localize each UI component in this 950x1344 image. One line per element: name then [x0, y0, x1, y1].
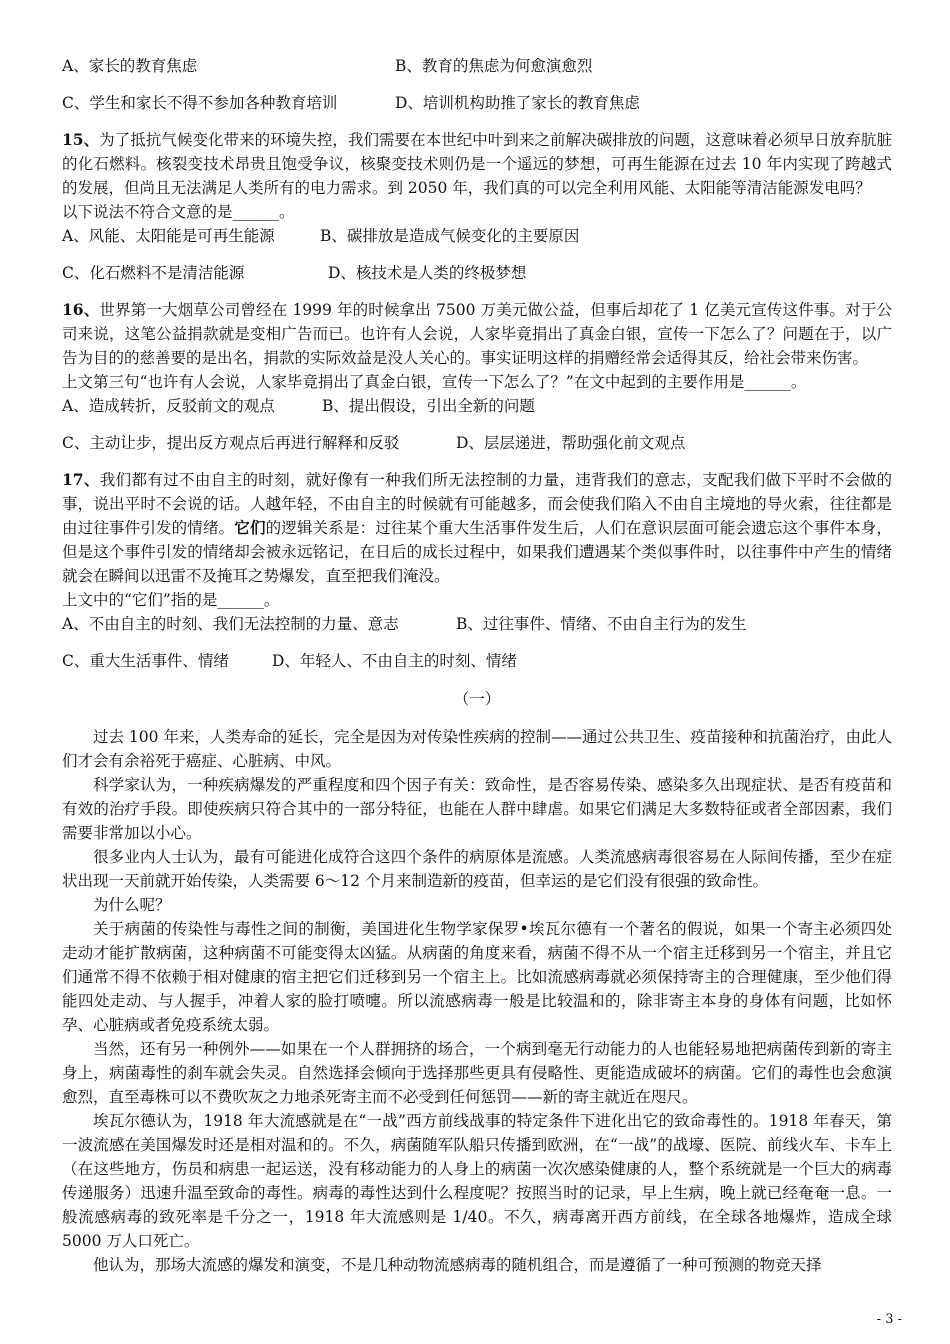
q17-text-after: 的逻辑关系是：过往某个重大生活事件发生后，人们在意识层面可能会遗忘这个事件本身，但是这个事件引发的情绪却会被永远铭记，在日后的成长过程中，如果我们遭遇某个类似事件时，以往事件中产生的情绪就会在瞬间以迅雷不及掩耳之势爆发，直至把我们淹没。: [62, 519, 892, 585]
q17-option-d: D、年轻人、不由自主的时刻、情绪: [272, 652, 517, 670]
q15-text: 为了抵抗气候变化带来的环境失控，我们需要在本世纪中叶到来之前解决碳排放的问题，这意味着必须早日放弃肮脏的化石燃料。核裂变技术昂贵且饱受争议，核聚变技术则仍是一个遥远的梦想，可再生能源在过去 10 年内实现了跨越式的发展，但尚且无法满足人类所有的电力需求。到 2050 年，我们真的可以完全利用风能、太阳能等清洁能源发电吗？: [62, 131, 892, 197]
q16-number: 16、: [62, 300, 100, 319]
q17-options-row-1: [62, 612, 892, 636]
q17-bold-word: 它们: [234, 518, 266, 537]
q15-option-c: C、化石燃料不是清洁能源: [62, 264, 245, 282]
q16-question: 上文第三句“也许有人会说，人家毕竟捐出了真金白银，宣传一下怎么了？”在文中起到的主要作用是______。: [62, 373, 807, 391]
q14-option-a: A、家长的教育焦虑: [62, 57, 198, 75]
q16-option-c: C、主动让步，提出反方观点后再进行解释和反驳: [62, 434, 400, 452]
question-15: [62, 128, 892, 285]
q15-option-a: A、风能、太阳能是可再生能源: [62, 227, 275, 245]
q17-number: 17、: [62, 470, 100, 489]
q14-options-row-1: [62, 54, 892, 78]
passage-paragraph: 当然，还有另一种例外——如果在一个人群拥挤的场合，一个病到毫无行动能力的人也能轻易地把病菌传到新的寄主身上，病菌毒性的刹车就会失灵。自然选择会倾向于选择那些更具有侵略性、更能造成破坏的病菌。它们的毒性也会愈演愈烈，直至毒株可以不费吹灰之力地杀死寄主而不必受到任何惩罚——新的寄主就近在咫尺。: [62, 1040, 892, 1106]
passage-paragraph: 埃瓦尔德认为，1918 年大流感就是在“一战”西方前线战事的特定条件下进化出它的致命毒性的。1918 年春天，第一波流感在美国爆发时还是相对温和的。不久，病菌随军队船只传播到欧洲，在“一战”的战壕、医院、前线火车、卡车上（在这些地方，伤员和病患一起运送，没有移动能力的人身上的病菌一次次感染健康的人，整个系统就是一个巨大的病毒传递服务）迅速升温至致命的毒性。病毒的毒性达到什么程度呢？按照当时的记录，早上生病，晚上就已经奄奄一息。一般流感病毒的致死率是千分之一，1918 年大流感则是 1/40。不久，病毒离开西方前线，在全球各地爆炸，造成全球 5000 万人口死亡。: [62, 1112, 892, 1250]
q15-option-b: B、碳排放是造成气候变化的主要原因: [320, 227, 580, 245]
q16-options-row-2: [62, 431, 892, 455]
q17-option-a: A、不由自主的时刻、我们无法控制的力量、意志: [62, 615, 399, 633]
q15-stem: [62, 128, 892, 200]
q16-text: 世界第一大烟草公司曾经在 1999 年的时候拿出 7500 万美元做公益，但事后却花了 1 亿美元宣传这件事。对于公司来说，这笔公益捐款就是变相广告而已。也许有人会说，人家毕竟捐出了真金白银，宣传一下怎么了？问题在于，以广告为目的的慈善要的是出名，捐款的实际效益是没人关心的。事实证明这样的捐赠经常会适得其反，给社会带来伤害。: [62, 301, 892, 367]
passage-paragraph: 他认为，那场大流感的爆发和演变，不是几种动物流感病毒的随机组合，而是遵循了一种可预测的物竞天择: [93, 1256, 822, 1274]
passage-paragraph: 科学家认为，一种疾病爆发的严重程度和四个因子有关：致命性，是否容易传染、感染多久出现症状、是否有疫苗和有效的治疗手段。即使疾病只符合其中的一部分特征，也能在人群中肆虐。如果它们满足大多数特征或者全部因素，我们需要非常加以小心。: [62, 776, 892, 842]
page-number: - 3 -: [876, 1312, 902, 1327]
q17-option-b: B、过往事件、情绪、不由自主行为的发生: [456, 615, 747, 633]
passage-paragraph: 为什么呢？: [93, 896, 171, 914]
passage-paragraph: 很多业内人士认为，最有可能进化成符合这四个条件的病原体是流感。人类流感病毒很容易在人际间传播，至少在症状出现一天前就开始传染，人类需要 6～12 个月来制造新的疫苗，但幸运的是它们没有很强的致命性。: [62, 848, 892, 890]
reading-passage: [62, 725, 892, 1277]
document-page: [62, 54, 892, 1277]
q15-options-row-2: [62, 261, 892, 285]
passage-paragraph: 过去 100 年来，人类寿命的延长，完全是因为对传染性疾病的控制——通过公共卫生、疫苗接种和抗菌治疗，由此人们才会有余裕死于癌症、心脏病、中风。: [62, 728, 892, 770]
question-16: [62, 298, 892, 455]
q14-option-d: D、培训机构助推了家长的教育焦虑: [395, 94, 640, 112]
q16-options-row-1: [62, 394, 892, 418]
q17-stem: [62, 468, 892, 588]
q17-option-c: C、重大生活事件、情绪: [62, 652, 229, 670]
q14-option-b: B、教育的焦虑为何愈演愈烈: [395, 57, 593, 75]
q14-option-c: C、学生和家长不得不参加各种教育培训: [62, 94, 338, 112]
q16-option-d: D、层层递进，帮助强化前文观点: [456, 434, 686, 452]
q17-options-row-2: [62, 649, 892, 673]
q16-option-a: A、造成转折，反驳前文的观点: [62, 397, 275, 415]
q14-options-row-2: [62, 91, 892, 115]
q15-question: 以下说法不符合文意的是______。: [62, 203, 295, 221]
q17-text-before: 我们都有过不由自主的时刻，就好像有一种我们所无法控制的力量，违背我们的意志，支配我们做下平时不会做的事，说出平时不会说的话。人越年轻，不由自主的时候就有可能越多，而会使我们陷入不由自主境地的导火索，往往都是由过往事件引发的情绪。: [62, 471, 892, 537]
q15-number: 15、: [62, 130, 100, 149]
question-17: [62, 468, 892, 673]
q16-stem: [62, 298, 892, 370]
q17-question: 上文中的“它们”指的是______。: [62, 591, 280, 609]
passage-paragraph: 关于病菌的传染性与毒性之间的制衡，美国进化生物学家保罗•埃瓦尔德有一个著名的假说，如果一个寄主必须四处走动才能扩散病菌，这种病菌不可能变得太凶猛。从病菌的角度来看，病菌不得不从一个宿主迁移到另一个宿主，并且它们通常不得不依赖于相对健康的宿主把它们迁移到另一个宿主上。比如流感病毒就必须保持寄主的合理健康，至少他们得能四处走动、与人握手，冲着人家的脸打喷嚏。所以流感病毒一般是比较温和的，除非寄主本身的身体有问题，比如怀孕、心脏病或者免疫系统太弱。: [62, 920, 892, 1034]
q15-options-row-1: [62, 224, 892, 248]
q15-option-d: D、核技术是人类的终极梦想: [328, 264, 527, 282]
q16-option-b: B、提出假设，引出全新的问题: [322, 397, 535, 415]
section-title: （一）: [453, 690, 501, 708]
